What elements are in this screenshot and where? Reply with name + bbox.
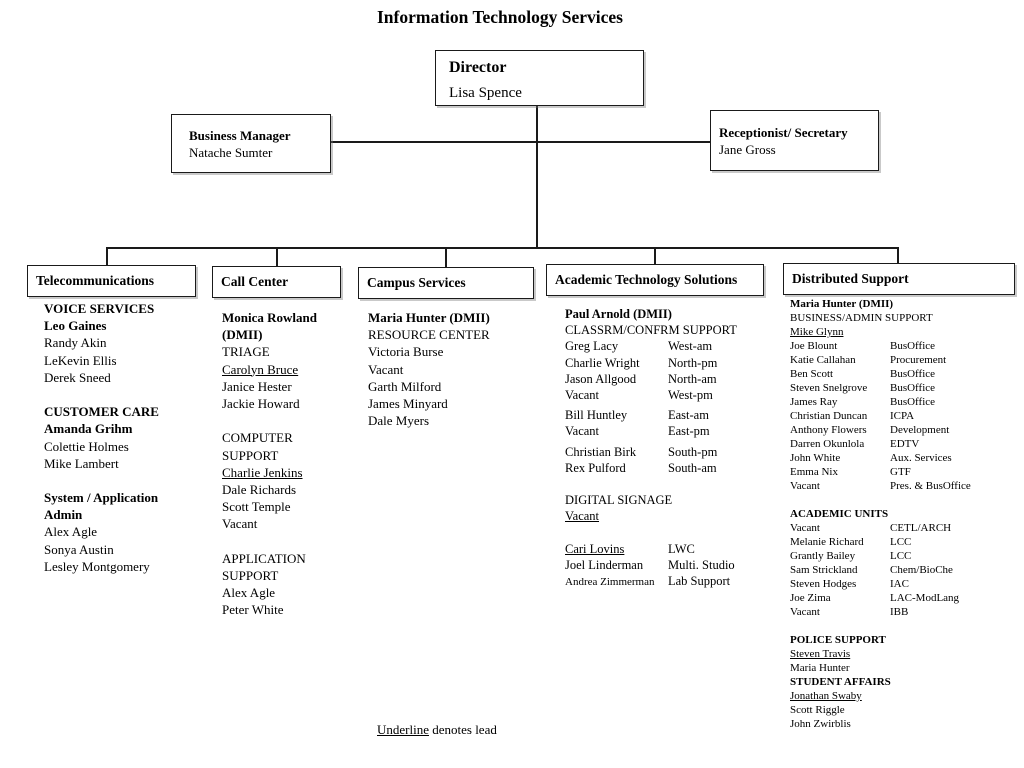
person-or-section-label: STUDENT AFFAIRS: [790, 676, 891, 688]
org-line: [222, 430, 357, 447]
assignment-label: South-am: [668, 460, 717, 475]
department-header-academic-technology-solutions: Academic Technology Solutions: [546, 264, 764, 296]
assignment-label: West-pm: [668, 387, 713, 402]
org-line: [565, 542, 770, 558]
person-or-section-label: Paul Arnold (DMII): [565, 307, 672, 321]
person-or-section-label: VOICE SERVICES: [44, 301, 155, 316]
org-line: [790, 298, 1018, 312]
org-line: [44, 542, 209, 559]
person-or-section-label: Sonya Austin: [44, 541, 114, 557]
org-line: [222, 362, 357, 379]
person-or-section-label: Victoria Burse: [368, 344, 444, 360]
person-or-section-label: LeKevin Ellis: [44, 352, 117, 368]
person-or-section-label: Greg Lacy: [565, 339, 619, 354]
person-or-section-label: James Minyard: [368, 395, 448, 411]
assignment-label: LCC: [890, 550, 912, 562]
connector-drop-distributed: [897, 247, 899, 263]
receptionist-role: Receptionist/ Secretary: [719, 124, 848, 140]
person-or-section-label: Christian Duncan: [790, 410, 868, 422]
org-line: [790, 648, 1018, 662]
org-line: [222, 327, 357, 344]
org-line: [790, 312, 1018, 326]
org-line: [565, 509, 770, 525]
legend-note-text: denotes lead: [428, 722, 497, 737]
connector-departments-horizontal: [106, 247, 899, 249]
person-or-section-label: Jason Allgood: [565, 371, 637, 386]
org-line: [565, 372, 770, 388]
org-line: [565, 424, 770, 440]
org-line: [790, 662, 1018, 676]
org-line: [790, 424, 1018, 438]
org-line: [790, 606, 1018, 620]
assignment-label: Multi. Studio: [668, 557, 735, 572]
person-or-section-label: Alex Agle: [222, 585, 276, 600]
org-line: [565, 558, 770, 574]
org-line: [222, 448, 357, 465]
org-line: [790, 564, 1018, 578]
person-or-section-label: BUSINESS/ADMIN SUPPORT: [790, 312, 933, 324]
org-line: [222, 310, 357, 327]
org-line: [44, 404, 209, 421]
assignment-label: Lab Support: [668, 574, 731, 588]
receptionist-name: Jane Gross: [719, 141, 776, 157]
org-line: [790, 410, 1018, 424]
person-or-section-label: Amanda Grihm: [44, 421, 133, 437]
call-center-staff-list: [222, 310, 357, 619]
org-line: [44, 439, 209, 456]
person-or-section-label: APPLICATION: [222, 550, 306, 566]
legend-note: [377, 722, 497, 738]
assignment-label: LCC: [890, 536, 912, 548]
org-line: [44, 301, 209, 318]
person-or-section-label: Vacant: [790, 480, 820, 492]
person-or-section-label: Charlie Jenkins: [222, 464, 303, 480]
assignment-label: CETL/ARCH: [890, 522, 952, 534]
org-line: [368, 310, 538, 327]
assignment-label: West-am: [668, 339, 713, 354]
person-or-section-label: Vacant: [565, 424, 600, 439]
receptionist-box: [710, 110, 879, 171]
person-or-section-label: Maria Hunter (DMII): [368, 310, 490, 325]
academic-technology-solutions-staff-list: [565, 307, 770, 590]
org-line: [790, 508, 1018, 522]
person-or-section-label: Andrea Zimmerman: [565, 576, 655, 588]
person-or-section-label: Leo Gaines: [44, 318, 107, 334]
org-line: [565, 323, 770, 339]
person-or-section-label: Joe Blount: [790, 340, 838, 352]
person-or-section-label: Emma Nix: [790, 466, 838, 478]
org-line: [44, 490, 209, 507]
assignment-label: ICPA: [890, 410, 915, 422]
person-or-section-label: Mike Glynn: [790, 326, 844, 338]
assignment-label: North-pm: [668, 355, 718, 370]
org-line: [790, 522, 1018, 536]
org-line: [790, 452, 1018, 466]
org-line: [44, 507, 209, 524]
assignment-label: BusOffice: [890, 368, 936, 380]
person-or-section-label: Randy Akin: [44, 335, 107, 351]
business-manager-name: Natache Sumter: [189, 144, 273, 160]
person-or-section-label: Bill Huntley: [565, 408, 628, 423]
person-or-section-label: Colettie Holmes: [44, 438, 129, 454]
person-or-section-label: Dale Richards: [222, 481, 297, 497]
org-line: [565, 493, 770, 509]
assignment-label: GTF: [890, 466, 911, 478]
org-line: [790, 550, 1018, 564]
connector-drop-ats: [654, 247, 656, 264]
spacer-line: [790, 494, 1018, 508]
connector-drop-telecom: [106, 247, 108, 265]
org-line: [790, 396, 1018, 410]
org-line: [44, 421, 209, 438]
person-or-section-label: Carolyn Bruce: [222, 361, 299, 377]
person-or-section-label: Vacant: [368, 361, 404, 377]
connector-managers-horizontal: [331, 141, 710, 143]
org-line: [790, 466, 1018, 480]
person-or-section-label: Melanie Richard: [790, 536, 864, 548]
person-or-section-label: ACADEMIC UNITS: [790, 508, 889, 520]
org-line: [368, 379, 538, 396]
org-line: [368, 327, 538, 344]
person-or-section-label: Peter White: [222, 602, 284, 618]
person-or-section-label: CUSTOMER CARE: [44, 404, 159, 420]
org-line: [790, 634, 1018, 648]
org-line: [44, 559, 209, 576]
person-or-section-label: POLICE SUPPORT: [790, 634, 886, 646]
org-line: [222, 568, 357, 585]
org-line: [222, 482, 357, 499]
assignment-label: North-am: [668, 371, 717, 386]
assignment-label: LWC: [668, 541, 695, 556]
org-line: [790, 438, 1018, 452]
director-role: Director: [449, 59, 507, 76]
person-or-section-label: Scott Riggle: [790, 704, 845, 716]
org-line: [790, 676, 1018, 690]
person-or-section-label: Scott Temple: [222, 499, 291, 515]
person-or-section-label: Vacant: [565, 509, 600, 524]
org-line: [44, 353, 209, 370]
org-line: [790, 382, 1018, 396]
person-or-section-label: Dale Myers: [368, 413, 430, 429]
connector-drop-call-center: [276, 247, 278, 266]
person-or-section-label: John White: [790, 452, 841, 464]
person-or-section-label: Mike Lambert: [44, 455, 119, 471]
legend-underline-word: Underline: [377, 722, 429, 737]
org-line: [565, 307, 770, 323]
director-name: Lisa Spence: [449, 85, 522, 101]
org-line: [44, 456, 209, 473]
org-line: [790, 536, 1018, 550]
assignment-label: Pres. & BusOffice: [890, 480, 971, 492]
org-line: [790, 354, 1018, 368]
person-or-section-label: CLASSRM/CONFRM SUPPORT: [565, 323, 737, 338]
org-line: [565, 356, 770, 372]
person-or-section-label: Katie Callahan: [790, 354, 856, 366]
person-or-section-label: Steven Hodges: [790, 578, 857, 590]
assignment-label: East-am: [668, 408, 709, 423]
connector-drop-campus: [445, 247, 447, 267]
person-or-section-label: SUPPORT: [222, 447, 279, 463]
assignment-label: IBB: [890, 606, 909, 618]
person-or-section-label: John Zwirblis: [790, 718, 851, 730]
org-line: [368, 362, 538, 379]
person-or-section-label: SUPPORT: [222, 567, 279, 583]
person-or-section-label: Grantly Bailey: [790, 550, 856, 562]
org-line: [565, 339, 770, 355]
spacer-line: [44, 387, 209, 404]
org-line: [790, 480, 1018, 494]
assignment-label: BusOffice: [890, 396, 936, 408]
telecommunications-staff-list: [44, 301, 209, 576]
org-line: [790, 578, 1018, 592]
org-line: [222, 551, 357, 568]
org-line: [790, 718, 1018, 732]
org-line: [44, 335, 209, 352]
person-or-section-label: (DMII): [222, 327, 263, 343]
department-header-telecommunications: Telecommunications: [27, 265, 196, 297]
org-line: [565, 388, 770, 404]
person-or-section-label: James Ray: [790, 396, 838, 408]
campus-services-staff-list: [368, 310, 538, 430]
spacer-line: [222, 413, 357, 430]
assignment-label: IAC: [890, 578, 909, 590]
person-or-section-label: Steven Snelgrove: [790, 382, 868, 394]
org-line: [565, 461, 770, 477]
person-or-section-label: Maria Hunter (DMII): [790, 298, 894, 310]
org-line: [790, 326, 1018, 340]
person-or-section-label: Christian Birk: [565, 444, 637, 459]
assignment-label: Procurement: [890, 354, 947, 366]
assignment-label: South-pm: [668, 444, 718, 459]
distributed-support-staff-list: [790, 298, 1018, 732]
spacer-line: [44, 473, 209, 490]
department-header-campus-services: Campus Services: [358, 267, 534, 299]
org-line: [368, 344, 538, 361]
person-or-section-label: Darren Okunlola: [790, 438, 865, 450]
person-or-section-label: Joel Linderman: [565, 557, 644, 572]
person-or-section-label: Vacant: [790, 606, 820, 618]
business-manager-role: Business Manager: [189, 127, 291, 143]
person-or-section-label: Derek Sneed: [44, 369, 111, 385]
org-line: [222, 585, 357, 602]
person-or-section-label: Admin: [44, 507, 83, 523]
org-line: [44, 370, 209, 387]
director-box: [435, 50, 644, 106]
org-line: [222, 499, 357, 516]
person-or-section-label: Charlie Wright: [565, 355, 640, 370]
assignment-label: Development: [890, 424, 950, 436]
org-line: [790, 340, 1018, 354]
person-or-section-label: Cari Lovins: [565, 541, 625, 556]
page-title: Information Technology Services: [377, 7, 623, 27]
assignment-label: East-pm: [668, 424, 710, 439]
org-line: [222, 602, 357, 619]
person-or-section-label: Jonathan Swaby: [790, 690, 862, 702]
org-line: [222, 516, 357, 533]
org-line: [565, 445, 770, 461]
business-manager-box: [171, 114, 331, 173]
org-line: [790, 690, 1018, 704]
org-line: [222, 379, 357, 396]
assignment-label: EDTV: [890, 438, 920, 450]
person-or-section-label: Joe Zima: [790, 592, 831, 604]
person-or-section-label: Sam Strickland: [790, 564, 858, 576]
person-or-section-label: RESOURCE CENTER: [368, 327, 490, 343]
assignment-label: Aux. Services: [890, 452, 952, 464]
org-line: [368, 396, 538, 413]
org-line: [44, 524, 209, 541]
assignment-label: BusOffice: [890, 340, 936, 352]
person-or-section-label: Maria Hunter: [790, 662, 850, 674]
org-line: [790, 704, 1018, 718]
person-or-section-label: Jackie Howard: [222, 395, 300, 411]
connector-director-vertical: [536, 106, 538, 247]
org-line: [565, 574, 770, 590]
person-or-section-label: Vacant: [222, 516, 258, 532]
assignment-label: LAC-ModLang: [890, 592, 960, 604]
assignment-label: Chem/BioChe: [890, 564, 953, 576]
spacer-line: [790, 620, 1018, 634]
person-or-section-label: DIGITAL SIGNAGE: [565, 493, 673, 508]
person-or-section-label: TRIAGE: [222, 344, 270, 360]
person-or-section-label: COMPUTER: [222, 430, 293, 446]
person-or-section-label: Janice Hester: [222, 378, 292, 394]
assignment-label: BusOffice: [890, 382, 936, 394]
spacer-line: [565, 477, 770, 493]
department-header-distributed-support: Distributed Support: [783, 263, 1015, 295]
spacer-line: [222, 533, 357, 550]
org-line: [368, 413, 538, 430]
person-or-section-label: Garth Milford: [368, 378, 442, 394]
org-line: [790, 592, 1018, 606]
person-or-section-label: Anthony Flowers: [790, 424, 867, 436]
person-or-section-label: Steven Travis: [790, 648, 851, 660]
spacer-line: [565, 525, 770, 541]
org-line: [790, 368, 1018, 382]
person-or-section-label: System / Application: [44, 490, 159, 506]
org-line: [44, 318, 209, 335]
org-line: [222, 396, 357, 413]
org-line: [222, 465, 357, 482]
person-or-section-label: Ben Scott: [790, 368, 834, 380]
org-line: [565, 408, 770, 424]
person-or-section-label: Alex Agle: [44, 524, 98, 540]
person-or-section-label: Vacant: [790, 522, 820, 534]
org-line: [222, 344, 357, 361]
person-or-section-label: Monica Rowland: [222, 310, 317, 325]
person-or-section-label: Lesley Montgomery: [44, 558, 150, 574]
person-or-section-label: Vacant: [565, 387, 600, 402]
department-header-call-center: Call Center: [212, 266, 341, 298]
person-or-section-label: Rex Pulford: [565, 460, 626, 475]
